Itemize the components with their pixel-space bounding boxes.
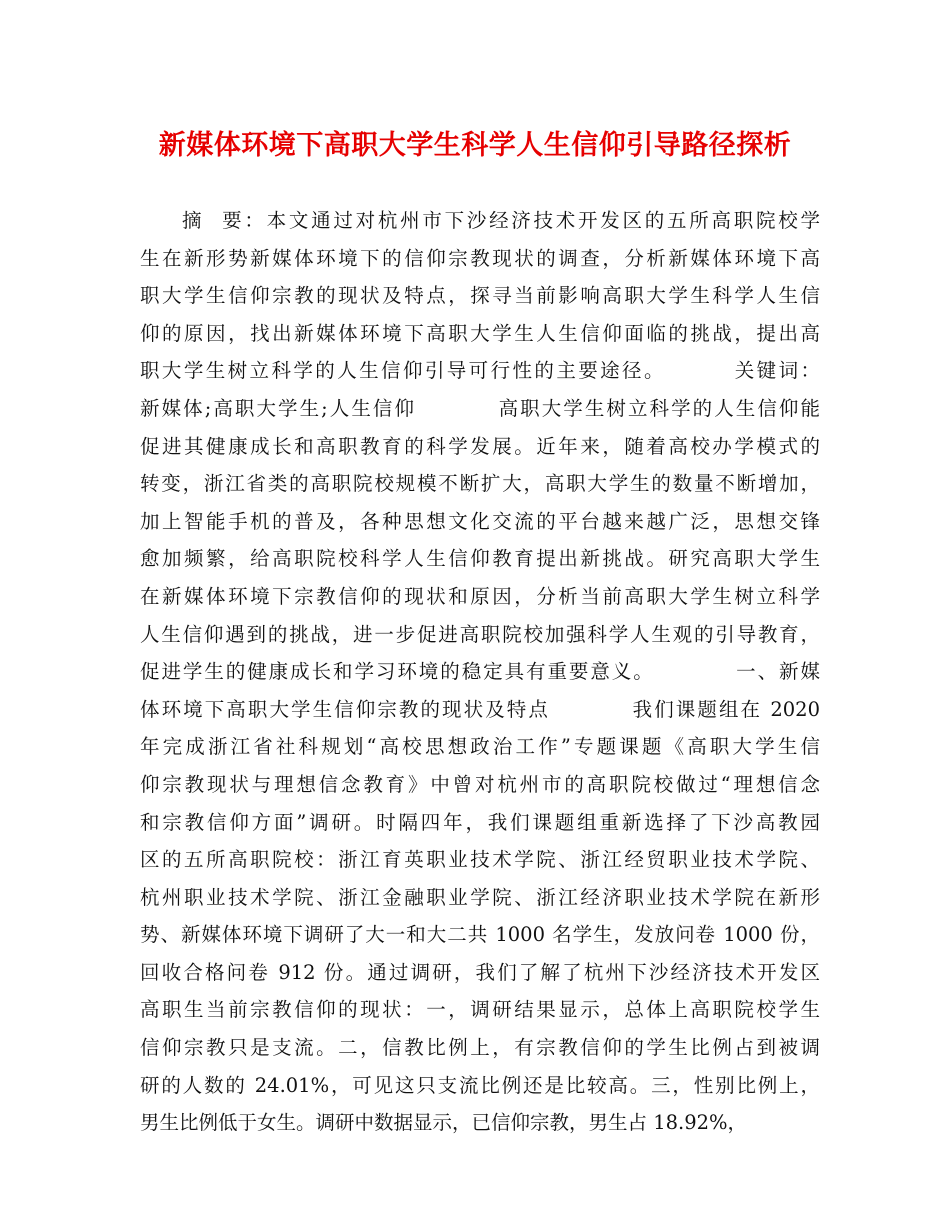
body-line: 愈加频繁，给高职院校科学人生信仰教育提出新挑战。研究高职大学生 [140,547,820,571]
body-line: 体环境下高职大学生信仰宗教的现状及特点 我们课题组在 2020 [140,697,820,721]
body-line: 人生信仰遇到的挑战，进一步促进高职院校加强科学人生观的引导教育， [140,622,820,646]
body-line: 男生比例低于女生。调研中数据显示，已信仰宗教，男生占 18.92%， [140,1111,748,1135]
body-line: 新媒体;高职大学生;人生信仰 高职大学生树立科学的人生信仰能 [140,396,820,420]
document-title: 新媒体环境下高职大学生科学人生信仰引导路径探析 [158,130,792,161]
body-line: 生在新形势新媒体环境下的信仰宗教现状的调查，分析新媒体环境下高 [140,246,820,270]
body-line: 在新媒体环境下宗教信仰的现状和原因，分析当前高职大学生树立科学 [140,584,820,608]
body-line: 摘 要：本文通过对杭州市下沙经济技术开发区的五所高职院校学 [182,209,820,232]
body-line: 仰宗教现状与理想信念教育》中曾对杭州市的高职院校做过“理想信念 [140,772,820,796]
body-line: 职大学生树立科学的人生信仰引导可行性的主要途径。 关键词： [140,359,820,383]
body-line: 回收合格问卷 912 份。通过调研，我们了解了杭州下沙经济技术开发区 [140,960,820,984]
body-line: 职大学生信仰宗教的现状及特点，探寻当前影响高职大学生科学人生信 [140,284,820,308]
body-line: 转变，浙江省类的高职院校规模不断扩大，高职大学生的数量不断增加， [140,472,820,496]
body-line: 年完成浙江省社科规划“高校思想政治工作”专题课题《高职大学生信 [140,735,820,759]
body-line: 加上智能手机的普及，各种思想文化交流的平台越来越广泛，思想交锋 [140,509,820,533]
body-line: 研的人数的 24.01%，可见这只支流比例还是比较高。三，性别比例上， [140,1073,820,1097]
body-line: 区的五所高职院校：浙江育英职业技术学院、浙江经贸职业技术学院、 [140,848,820,872]
document-body [140,202,820,1142]
body-line: 势、新媒体环境下调研了大一和大二共 1000 名学生，发放问卷 1000 份， [140,923,820,947]
body-line: 促进学生的健康成长和学习环境的稳定具有重要意义。 一、新媒 [140,660,820,684]
body-line: 信仰宗教只是支流。二，信教比例上，有宗教信仰的学生比例占到被调 [140,1036,820,1060]
body-line: 高职生当前宗教信仰的现状：一，调研结果显示，总体上高职院校学生 [140,998,820,1022]
body-line: 促进其健康成长和高职教育的科学发展。近年来，随着高校办学模式的 [140,434,820,458]
body-line: 和宗教信仰方面”调研。时隔四年，我们课题组重新选择了下沙高教园 [140,810,820,834]
body-line: 杭州职业技术学院、浙江金融职业学院、浙江经济职业技术学院在新形 [140,885,820,909]
body-line: 仰的原因，找出新媒体环境下高职大学生人生信仰面临的挑战，提出高 [140,321,820,345]
